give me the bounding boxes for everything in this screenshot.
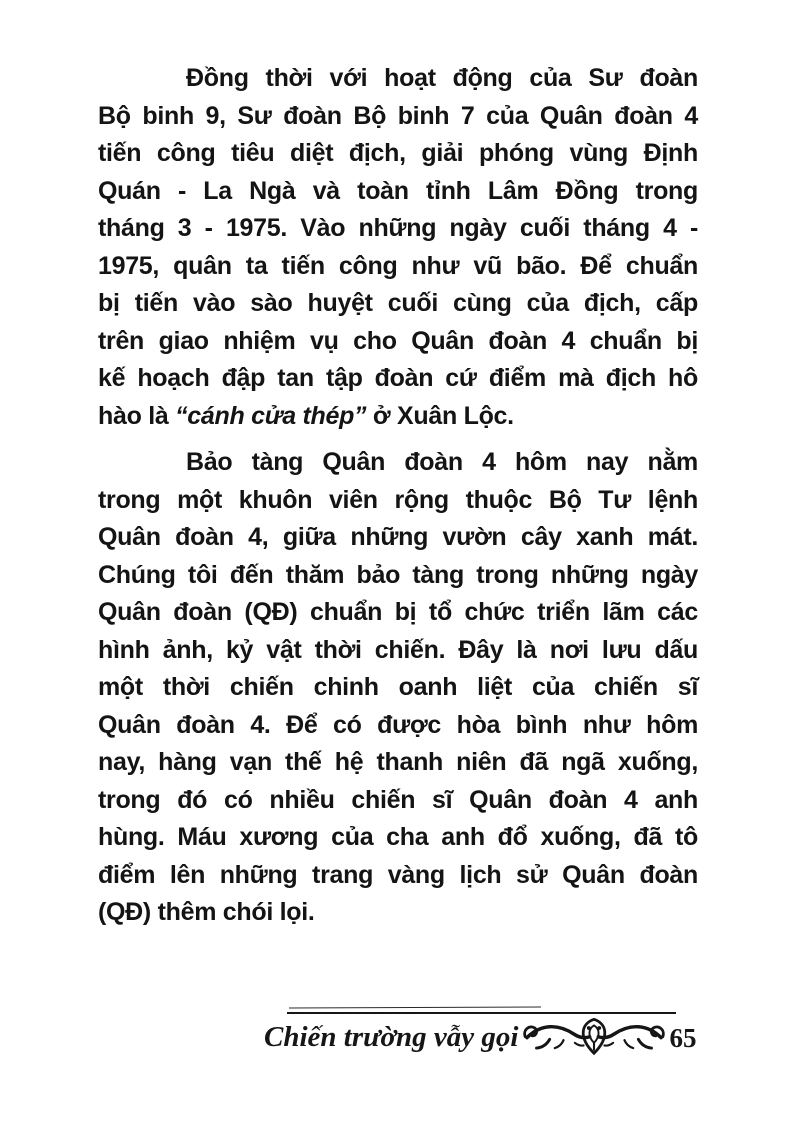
quote-suffix: ở Xuân Lộc. <box>366 401 514 430</box>
text-line: Đồng thời với hoạt động của Sư đoàn <box>186 64 698 92</box>
text-line: 1975, quân ta tiến công như vũ bão. Để chuẩn <box>98 251 698 280</box>
text-line: điểm lên những trang vàng lịch sử Quân đoàn <box>98 860 698 889</box>
paragraph-2 <box>98 444 698 932</box>
quoted-phrase: “cánh cửa thép” <box>175 401 367 430</box>
paragraph-1 <box>98 60 698 435</box>
text-line: trong đó có nhiều chiến sĩ Quân đoàn 4 anh <box>98 785 698 814</box>
page-number: 65 <box>669 1023 697 1053</box>
page-footer <box>264 1010 697 1058</box>
text-line: hùng. Máu xương của cha anh đổ xuống, đã tô <box>98 823 698 851</box>
text-line: một thời chiến chinh oanh liệt của chiến sĩ <box>98 673 698 701</box>
text-line: trên giao nhiệm vụ cho Quân đoàn 4 chuẩn bị <box>98 326 698 355</box>
text-line: Quân đoàn (QĐ) chuẩn bị tổ chức triển lãm các <box>98 598 698 626</box>
text-line: trong một khuôn viên rộng thuộc Bộ Tư lệnh <box>98 485 698 514</box>
body-text <box>98 60 698 941</box>
quote-prefix: hào là <box>98 401 176 430</box>
running-book-title: Chiến trường vẫy gọi <box>264 1021 519 1053</box>
floral-flourish-icon <box>520 1012 668 1058</box>
text-line: tiến công tiêu diệt địch, giải phóng vùng Định <box>98 139 698 167</box>
text-line: Bảo tàng Quân đoàn 4 hôm nay nằm <box>186 448 698 476</box>
text-line: nay, hàng vạn thế hệ thanh niên đã ngã xuống, <box>98 748 698 776</box>
text-line: tháng 3 - 1975. Vào những ngày cuối tháng 4 - <box>98 214 698 242</box>
text-line: hình ảnh, kỷ vật thời chiến. Đây là nơi lưu dấu <box>98 635 698 664</box>
text-line: Chúng tôi đến thăm bảo tàng trong những ngày <box>98 560 698 589</box>
text-line-with-quote <box>98 398 698 436</box>
text-line: bị tiến vào sào huyệt cuối cùng của địch, cấp <box>98 289 698 317</box>
footer-rule-shadow <box>289 1006 541 1008</box>
text-line: Bộ binh 9, Sư đoàn Bộ binh 7 của Quân đoàn 4 <box>98 101 698 130</box>
text-line: kế hoạch đập tan tập đoàn cứ điểm mà địch hô <box>98 364 698 392</box>
text-line: (QĐ) thêm chói lọi. <box>98 898 315 926</box>
text-line: Quán - La Ngà và toàn tỉnh Lâm Đồng trong <box>98 176 698 205</box>
text-line: Quân đoàn 4. Để có được hòa bình như hôm <box>98 710 698 739</box>
text-line: Quân đoàn 4, giữa những vườn cây xanh mát. <box>98 523 698 551</box>
